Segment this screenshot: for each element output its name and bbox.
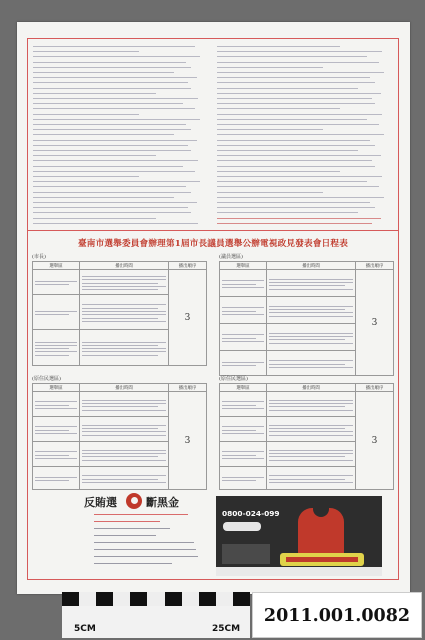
district-cell (33, 417, 80, 442)
scale-bar (62, 592, 250, 606)
regulation-text-line (217, 77, 370, 78)
regulation-text-line (217, 155, 381, 156)
document-sheet (17, 22, 410, 594)
scale-label-left: 5CM (74, 624, 96, 634)
regulation-text-line (33, 171, 195, 172)
time-cell (267, 442, 356, 467)
section-label: (議員選區) (219, 254, 243, 260)
time-cell (80, 330, 169, 366)
regulation-text-line (33, 82, 188, 83)
district-cell (220, 324, 267, 351)
yellow-banner (280, 553, 364, 566)
regulation-text-line (33, 51, 139, 52)
regulation-text-line (217, 62, 379, 63)
regulation-text-line (217, 82, 375, 83)
column-header: 播出時間 (80, 262, 169, 270)
regulation-text-line (217, 134, 384, 135)
regulation-text-line (33, 212, 191, 213)
regulation-text-line (217, 223, 372, 224)
regulation-text-line (217, 160, 372, 161)
time-cell (267, 351, 356, 376)
regulation-text-line (33, 197, 174, 198)
district-cell (33, 467, 80, 490)
regulation-text-line (217, 207, 375, 208)
regulation-text-line (33, 166, 183, 167)
regulation-text-line (217, 72, 384, 73)
schedule-table (32, 383, 207, 490)
table-row (33, 270, 207, 295)
regulation-text-line (217, 67, 323, 68)
regulation-text-line (217, 192, 323, 193)
column-header: 播出順序 (169, 384, 207, 392)
regulation-text-line (217, 56, 367, 57)
regulation-text-line (33, 56, 200, 57)
district-cell (33, 270, 80, 295)
column-header: 選舉區 (33, 262, 80, 270)
red-border-frame (27, 38, 399, 580)
slogan-right: 斷黑金 (146, 496, 179, 509)
broadcast-order: 3 (169, 392, 207, 490)
time-cell (267, 297, 356, 324)
text-line (94, 535, 156, 536)
column-header: 播出順序 (169, 262, 207, 270)
text-line (94, 549, 196, 550)
district-cell (33, 330, 80, 366)
regulation-text-line (33, 202, 197, 203)
district-cell (33, 442, 80, 467)
regulation-text-line (217, 51, 382, 52)
regulation-text-line (33, 93, 156, 94)
regulation-text-line (217, 145, 375, 146)
regulation-text-line (217, 166, 375, 167)
regulation-text-line (33, 181, 200, 182)
regulation-text-line (33, 67, 191, 68)
regulation-text-line (33, 155, 156, 156)
time-cell (80, 270, 169, 295)
text-line (94, 521, 160, 522)
table-row (220, 392, 394, 417)
time-cell (267, 324, 356, 351)
schedule-section-indigenous-a (32, 375, 206, 489)
district-cell (220, 351, 267, 376)
text-line (94, 514, 188, 515)
district-cell (33, 392, 80, 417)
text-line (94, 556, 198, 557)
section-label: (市長) (32, 254, 46, 260)
scale-label-right: 25CM (212, 624, 241, 634)
regulation-text-line (217, 93, 381, 94)
time-cell (80, 417, 169, 442)
ad-footer-strip (216, 567, 382, 576)
anti-bribery-logo-icon (126, 493, 142, 509)
measurement-scale (62, 592, 250, 638)
column-header: 選舉區 (220, 262, 267, 270)
regulation-text-line (217, 212, 358, 213)
slogan-left: 反賄選 (84, 496, 117, 509)
regulation-text-line (33, 140, 197, 141)
regulation-text-line (33, 119, 200, 120)
regulation-text-line (217, 129, 323, 130)
district-cell (33, 295, 80, 330)
hotline-number: 0800-024-099 (222, 509, 280, 518)
table-row (220, 270, 394, 297)
regulation-text-line (33, 124, 186, 125)
column-header: 播出順序 (356, 262, 394, 270)
regulation-text-line (33, 145, 188, 146)
regulation-text-line (217, 218, 381, 219)
regulation-text-line (217, 108, 340, 109)
district-cell (220, 270, 267, 297)
regulation-text-line (33, 192, 191, 193)
city-skyline-image (222, 544, 270, 564)
pill-badge (223, 522, 261, 531)
regulation-text-line (217, 181, 367, 182)
table-header-row (220, 384, 394, 392)
section-label: (原住民選區) (32, 376, 61, 382)
regulation-text-line (33, 176, 139, 177)
schedule-table (219, 261, 394, 376)
regulation-text-line (33, 98, 198, 99)
schedule-section-indigenous-b (219, 375, 393, 489)
regulation-text-line (217, 46, 340, 47)
column-header: 播出時間 (267, 384, 356, 392)
regulation-text-line (33, 186, 186, 187)
regulation-text-line (217, 171, 340, 172)
accession-number: 2011.001.0082 (252, 592, 422, 638)
regulation-text-line (33, 150, 191, 151)
regulation-text-line (33, 46, 195, 47)
regulation-text-line (33, 218, 156, 219)
regulation-text-line (217, 119, 367, 120)
regulation-text-line (217, 124, 379, 125)
regulation-text-line (33, 72, 174, 73)
regulations-text-block (31, 42, 395, 230)
time-cell (267, 392, 356, 417)
text-line (94, 542, 194, 543)
schedule-table (219, 383, 394, 490)
table-header-row (33, 262, 207, 270)
regulation-text-line (33, 129, 191, 130)
regulation-text-line (217, 103, 375, 104)
regulation-text-line (217, 202, 370, 203)
time-cell (80, 392, 169, 417)
regulation-text-line (33, 88, 191, 89)
text-line (94, 528, 170, 529)
regulation-text-line (217, 114, 382, 115)
regulation-text-line (217, 140, 370, 141)
broadcast-order: 3 (356, 270, 394, 376)
regulation-text-line (217, 88, 358, 89)
table-header-row (220, 262, 394, 270)
district-cell (220, 417, 267, 442)
regulation-text-line (217, 98, 372, 99)
table-header-row (33, 384, 207, 392)
column-header: 播出順序 (356, 384, 394, 392)
column-header: 播出時間 (267, 262, 356, 270)
column-header: 選舉區 (220, 384, 267, 392)
table-row (33, 392, 207, 417)
district-cell (220, 297, 267, 324)
text-line (94, 563, 172, 564)
column-header: 選舉區 (33, 384, 80, 392)
schedule-section-council (219, 253, 393, 371)
regulation-text-line (33, 134, 174, 135)
regulation-text-line (217, 176, 382, 177)
time-cell (80, 467, 169, 490)
regulation-text-line (33, 62, 186, 63)
section-label: (原住民選區) (219, 376, 248, 382)
footer-area (28, 494, 398, 579)
regulation-text-line (217, 186, 379, 187)
district-cell (220, 467, 267, 490)
time-cell (80, 442, 169, 467)
time-cell (267, 417, 356, 442)
district-cell (220, 442, 267, 467)
regulation-text-line (33, 114, 139, 115)
time-cell (267, 467, 356, 490)
district-cell (220, 392, 267, 417)
regulation-text-line (217, 197, 384, 198)
schedule-table (32, 261, 207, 366)
regulation-text-line (33, 160, 198, 161)
regulation-text-line (217, 150, 358, 151)
regulation-text-line (33, 108, 195, 109)
hotline-advertisement (216, 496, 382, 576)
regulation-text-line (33, 207, 188, 208)
schedule-title: 臺南市選舉委員會辦理第1屆市長議員選舉公辦電視政見發表會日程表 (78, 239, 348, 249)
section-divider (28, 230, 398, 231)
broadcast-order: 3 (356, 392, 394, 490)
broadcast-order: 3 (169, 270, 207, 366)
regulation-text-line (33, 77, 197, 78)
regulation-text-line (33, 223, 198, 224)
schedule-section-mayor (32, 253, 206, 365)
column-header: 播出時間 (80, 384, 169, 392)
time-cell (80, 295, 169, 330)
time-cell (267, 270, 356, 297)
regulation-text-line (33, 103, 183, 104)
